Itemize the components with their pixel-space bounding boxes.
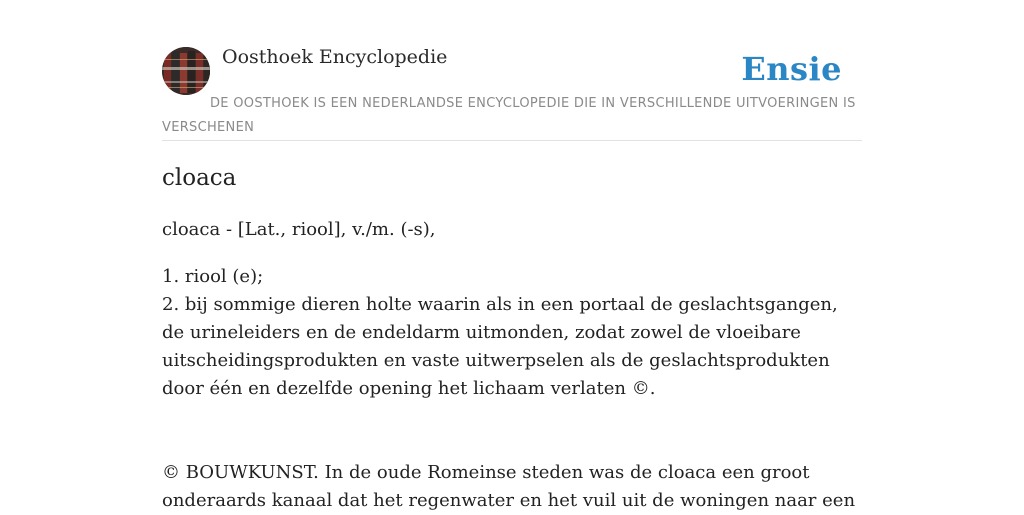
article-extra-paragraph: © BOUWKUNST. In de oude Romeinse steden was de cloaca een groot onderaards kanaal dat het regenwater en het vuil uit de woningen naar een <box>162 462 856 511</box>
definition-item: 2. bij sommige dieren holte waarin als in een portaal de geslachtsgangen, de urineleiders en de endeldarm uitmonden, zodat zowel de vloeibare uitscheidingsprodukten en vaste uitwerpselen als de geslachtsprodukten door één en dezelfde opening het lichaam verlaten ©. <box>162 294 838 399</box>
site-avatar[interactable] <box>162 47 210 95</box>
definition-list <box>162 263 862 403</box>
article-title: cloaca <box>162 165 237 191</box>
article-intro: cloaca - [Lat., riool], v./m. (-s), <box>162 219 436 240</box>
article <box>162 160 862 515</box>
definition-item: 1. riool (e); <box>162 266 264 287</box>
site-title[interactable]: Oosthoek Encyclopedie <box>222 46 448 68</box>
brand-logo[interactable]: Ensie <box>741 50 842 88</box>
site-tagline: DE OOSTHOEK IS EEN NEDERLANDSE ENCYCLOPEDIE DIE IN VERSCHILLENDE UITVOERINGEN IS VERSCHENEN <box>162 96 856 135</box>
site-header <box>162 46 862 141</box>
book-spines-icon <box>162 47 210 95</box>
